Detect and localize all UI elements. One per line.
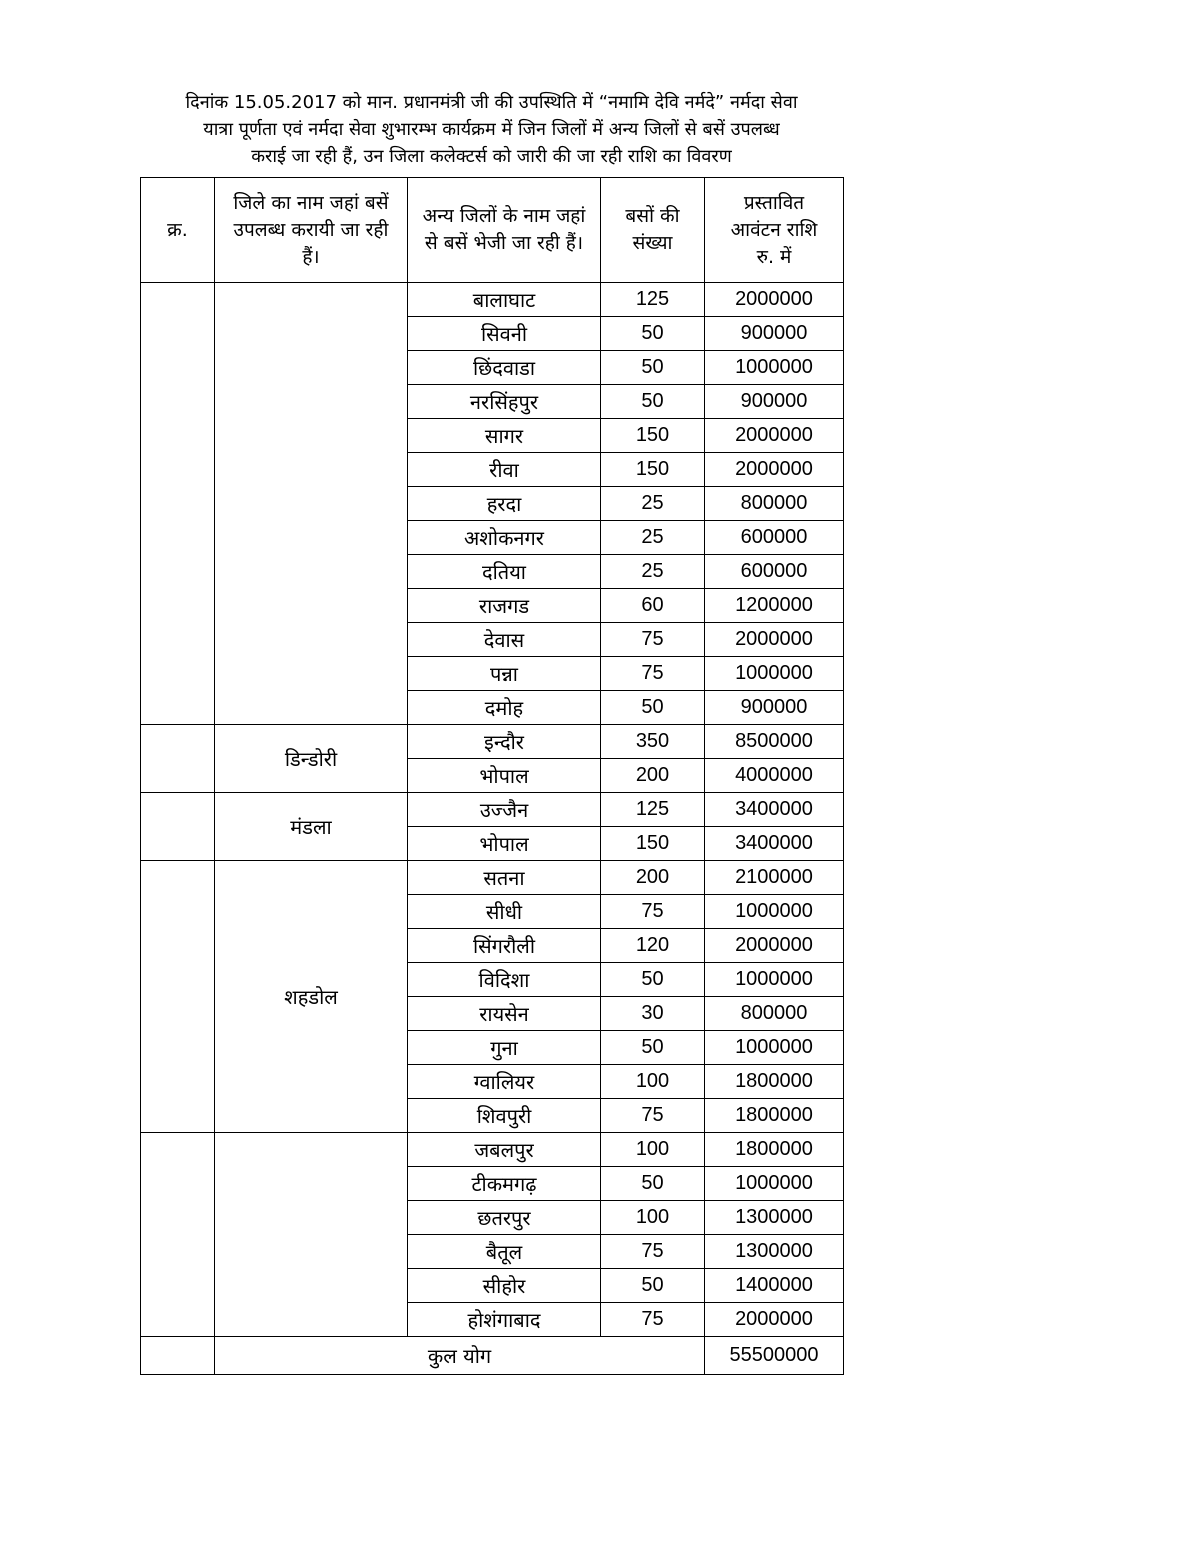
serial-cell <box>141 1133 215 1337</box>
table-row <box>141 283 844 317</box>
bus-count-cell: 25 <box>601 487 705 521</box>
bus-count-cell: 75 <box>601 1235 705 1269</box>
amount-cell: 600000 <box>705 555 844 589</box>
source-district-cell: देवास <box>408 623 601 657</box>
amount-cell: 2000000 <box>705 929 844 963</box>
bus-count-cell: 50 <box>601 691 705 725</box>
table-header-row <box>141 178 844 283</box>
amount-cell: 1000000 <box>705 1167 844 1201</box>
recipient-district-cell <box>215 1133 408 1337</box>
amount-cell: 900000 <box>705 691 844 725</box>
bus-count-cell: 75 <box>601 1099 705 1133</box>
bus-count-cell: 75 <box>601 895 705 929</box>
source-district-cell: सतना <box>408 861 601 895</box>
column-header-serial: क्र. <box>141 178 215 283</box>
amount-cell: 8500000 <box>705 725 844 759</box>
table-row <box>141 861 844 895</box>
bus-count-cell: 25 <box>601 555 705 589</box>
amount-cell: 1000000 <box>705 351 844 385</box>
allocation-table <box>140 177 844 1375</box>
bus-count-cell: 125 <box>601 793 705 827</box>
bus-count-cell: 75 <box>601 1303 705 1337</box>
amount-cell: 1800000 <box>705 1065 844 1099</box>
bus-count-cell: 100 <box>601 1201 705 1235</box>
amount-cell: 900000 <box>705 385 844 419</box>
source-district-cell: उज्जैन <box>408 793 601 827</box>
document-heading <box>140 89 843 170</box>
source-district-cell: विदिशा <box>408 963 601 997</box>
source-district-cell: रायसेन <box>408 997 601 1031</box>
bus-count-cell: 150 <box>601 827 705 861</box>
amount-cell: 2000000 <box>705 1303 844 1337</box>
source-district-cell: छतरपुर <box>408 1201 601 1235</box>
source-district-cell: भोपाल <box>408 759 601 793</box>
source-district-cell: नरसिंहपुर <box>408 385 601 419</box>
bus-count-cell: 75 <box>601 623 705 657</box>
amount-cell: 2000000 <box>705 419 844 453</box>
amount-cell: 2000000 <box>705 623 844 657</box>
total-amount-cell: 55500000 <box>705 1337 844 1375</box>
amount-cell: 1000000 <box>705 895 844 929</box>
source-district-cell: रीवा <box>408 453 601 487</box>
bus-count-cell: 50 <box>601 1269 705 1303</box>
bus-count-cell: 50 <box>601 1031 705 1065</box>
bus-count-cell: 50 <box>601 1167 705 1201</box>
amount-cell: 2000000 <box>705 283 844 317</box>
bus-count-cell: 100 <box>601 1065 705 1099</box>
amount-cell: 600000 <box>705 521 844 555</box>
source-district-cell: सागर <box>408 419 601 453</box>
source-district-cell: बालाघाट <box>408 283 601 317</box>
amount-cell: 4000000 <box>705 759 844 793</box>
source-district-cell: अशोकनगर <box>408 521 601 555</box>
recipient-district-cell: डिन्डोरी <box>215 725 408 793</box>
source-district-cell: सीहोर <box>408 1269 601 1303</box>
amount-cell: 1400000 <box>705 1269 844 1303</box>
source-district-cell: सिंगरौली <box>408 929 601 963</box>
amount-cell: 1300000 <box>705 1235 844 1269</box>
total-row <box>141 1337 844 1375</box>
bus-count-cell: 50 <box>601 963 705 997</box>
amount-cell: 1300000 <box>705 1201 844 1235</box>
bus-count-cell: 60 <box>601 589 705 623</box>
source-district-cell: भोपाल <box>408 827 601 861</box>
source-district-cell: पन्ना <box>408 657 601 691</box>
source-district-cell: जबलपुर <box>408 1133 601 1167</box>
amount-cell: 1200000 <box>705 589 844 623</box>
bus-count-cell: 350 <box>601 725 705 759</box>
bus-count-cell: 75 <box>601 657 705 691</box>
source-district-cell: हरदा <box>408 487 601 521</box>
column-header-recipient-district: जिले का नाम जहां बसें उपलब्ध करायी जा रही हैं। <box>215 178 408 283</box>
amount-cell: 1000000 <box>705 963 844 997</box>
bus-count-cell: 200 <box>601 759 705 793</box>
bus-count-cell: 50 <box>601 317 705 351</box>
bus-count-cell: 50 <box>601 385 705 419</box>
source-district-cell: ग्वालियर <box>408 1065 601 1099</box>
recipient-district-cell: शहडोल <box>215 861 408 1133</box>
amount-cell: 1800000 <box>705 1099 844 1133</box>
amount-cell: 1000000 <box>705 1031 844 1065</box>
source-district-cell: गुना <box>408 1031 601 1065</box>
column-header-source-districts: अन्य जिलों के नाम जहां से बसें भेजी जा रही हैं। <box>408 178 601 283</box>
bus-count-cell: 100 <box>601 1133 705 1167</box>
source-district-cell: राजगड <box>408 589 601 623</box>
amount-cell: 2000000 <box>705 453 844 487</box>
amount-cell: 3400000 <box>705 793 844 827</box>
serial-cell <box>141 861 215 1133</box>
bus-count-cell: 200 <box>601 861 705 895</box>
amount-cell: 900000 <box>705 317 844 351</box>
source-district-cell: सीधी <box>408 895 601 929</box>
bus-count-cell: 120 <box>601 929 705 963</box>
amount-cell: 800000 <box>705 487 844 521</box>
column-header-bus-count: बसों की संख्या <box>601 178 705 283</box>
serial-cell <box>141 725 215 793</box>
table-row <box>141 793 844 827</box>
table-row <box>141 725 844 759</box>
source-district-cell: दमोह <box>408 691 601 725</box>
bus-count-cell: 150 <box>601 419 705 453</box>
amount-cell: 2100000 <box>705 861 844 895</box>
bus-count-cell: 150 <box>601 453 705 487</box>
source-district-cell: छिंदवाडा <box>408 351 601 385</box>
source-district-cell: दतिया <box>408 555 601 589</box>
bus-count-cell: 25 <box>601 521 705 555</box>
recipient-district-cell <box>215 283 408 725</box>
source-district-cell: इन्दौर <box>408 725 601 759</box>
serial-cell <box>141 793 215 861</box>
column-header-proposed-amount: प्रस्तावित आवंटन राशि रु. में <box>705 178 844 283</box>
source-district-cell: होशंगाबाद <box>408 1303 601 1337</box>
table-row <box>141 1133 844 1167</box>
amount-cell: 800000 <box>705 997 844 1031</box>
bus-count-cell: 50 <box>601 351 705 385</box>
total-serial-cell <box>141 1337 215 1375</box>
source-district-cell: सिवनी <box>408 317 601 351</box>
serial-cell <box>141 283 215 725</box>
heading-line-1: दिनांक 15.05.2017 को मान. प्रधानमंत्री जी की उपस्थिति में “नमामि देवि नर्मदे” नर्मदा सेवा <box>185 92 798 113</box>
heading-line-3: कराई जा रही हैं, उन जिला कलेक्टर्स को जारी की जा रही राशि का विवरण <box>251 146 732 167</box>
bus-count-cell: 125 <box>601 283 705 317</box>
table-body <box>141 283 844 1375</box>
bus-count-cell: 30 <box>601 997 705 1031</box>
recipient-district-cell: मंडला <box>215 793 408 861</box>
total-label-cell: कुल योग <box>215 1337 705 1375</box>
source-district-cell: टीकमगढ़ <box>408 1167 601 1201</box>
heading-line-2: यात्रा पूर्णता एवं नर्मदा सेवा शुभारम्भ कार्यक्रम में जिन जिलों में अन्य जिलों से बसें उपलब्ध <box>203 119 780 140</box>
source-district-cell: शिवपुरी <box>408 1099 601 1133</box>
amount-cell: 3400000 <box>705 827 844 861</box>
amount-cell: 1800000 <box>705 1133 844 1167</box>
amount-cell: 1000000 <box>705 657 844 691</box>
source-district-cell: बैतूल <box>408 1235 601 1269</box>
